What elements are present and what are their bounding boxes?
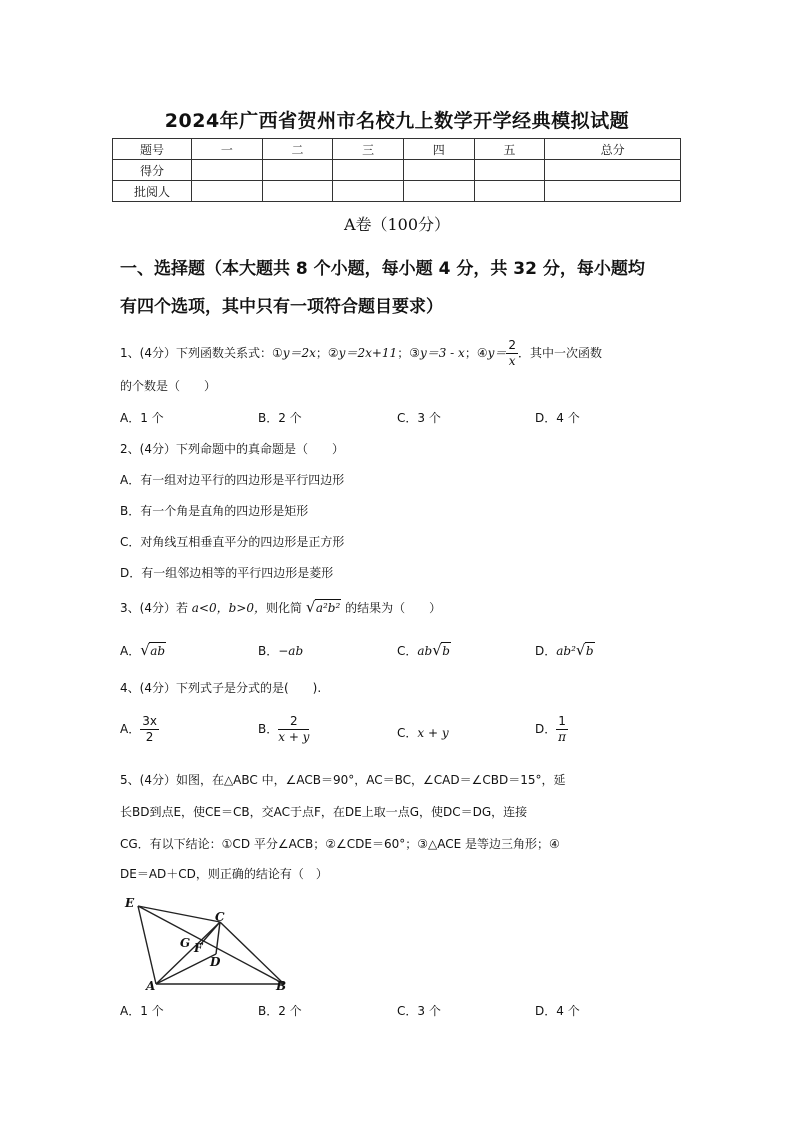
q3-a-sqrt — [140, 642, 166, 659]
q1-sep3: ；④ — [464, 346, 488, 360]
segment-ec — [138, 906, 220, 922]
table-cell: 一 — [192, 139, 263, 160]
q1-sep1: ；② — [315, 346, 339, 360]
table-cell — [545, 181, 681, 202]
question-4-stem: 4、(4分）下列式子是分式的是( ). — [120, 681, 322, 695]
table-cell — [192, 181, 263, 202]
score-table — [112, 138, 681, 202]
q3-option-a — [120, 642, 166, 659]
segment-eb — [138, 906, 284, 984]
q1-f3: y＝3 - x — [419, 346, 465, 360]
q3-d-rad: b — [585, 644, 594, 658]
q4-option-c — [397, 724, 449, 741]
q2-option-d: D．有一组邻边相等的平行四边形是菱形 — [120, 566, 334, 580]
q3-b-val: −ab — [278, 644, 304, 658]
q1-option-b: B．2 个 — [258, 411, 302, 425]
sqrt-icon: √ — [140, 641, 150, 659]
table-cell — [333, 181, 404, 202]
q3-mid: 则化简 — [266, 601, 306, 615]
q1-f1: y＝2x — [282, 346, 316, 360]
q3-c-sqrt — [432, 642, 451, 659]
q1-f4-num: 2 — [508, 338, 517, 352]
table-row — [113, 181, 681, 202]
q3-suffix: 的结果为（ ） — [341, 601, 442, 615]
q4-a-fraction — [140, 714, 159, 745]
table-cell: 题号 — [113, 139, 192, 160]
segment-ad — [156, 954, 216, 984]
q1-option-c: C．3 个 — [397, 411, 441, 425]
q5-option-b: B．2 个 — [258, 1004, 302, 1018]
sqrt-icon: √ — [305, 598, 316, 616]
q3-radicand: a²b² — [315, 601, 341, 615]
q3-d-sqrt — [576, 642, 595, 659]
table-cell: 三 — [333, 139, 404, 160]
q4-a-num: 3x — [142, 714, 157, 728]
q4-b-num: 2 — [278, 714, 309, 730]
q3-option-b — [258, 642, 303, 659]
q4-b-den: x + y — [278, 730, 310, 744]
q3-prefix: 3、(4分）若 — [120, 601, 192, 615]
q3-d-pre: ab² — [556, 644, 576, 658]
section-label: A卷（100分） — [343, 215, 451, 234]
q3-cond-a: a<0， — [191, 601, 229, 615]
q3-c-pre: ab — [417, 644, 433, 658]
q5-option-a: A．1 个 — [120, 1004, 164, 1018]
table-cell: 得分 — [113, 160, 192, 181]
table-cell — [474, 181, 545, 202]
point-label-b: B — [276, 979, 287, 993]
point-label-a: A — [146, 979, 156, 993]
segment-cb — [220, 922, 284, 984]
table-cell: 总分 — [545, 139, 681, 160]
q1-option-a: A．1 个 — [120, 411, 164, 425]
segment-ea — [138, 906, 156, 984]
q1-f2: y＝2x+11 — [338, 346, 398, 360]
q3-c-rad: b — [442, 644, 450, 658]
q3-label-b: B． — [258, 644, 279, 658]
q1-f4-fraction — [506, 338, 518, 369]
question-5-line2: 长BD到点E，使CE＝CB，交AC于点F，在DE上取一点G，使DC＝DG，连接 — [120, 805, 528, 819]
q5-option-c: C．3 个 — [397, 1004, 441, 1018]
q4-label-b: B． — [258, 722, 279, 736]
q4-option-b — [258, 714, 309, 745]
section-heading-line2: 有四个选项，其中只有一项符合题目要求） — [120, 297, 443, 317]
q3-a-val: ab — [150, 644, 166, 658]
point-label-f: F — [194, 941, 203, 955]
question-5-line3: CG．有以下结论：①CD 平分∠ACB；②∠CDE＝60°；③△ACE 是等边三角形；④ — [120, 837, 560, 851]
q4-label-d: D． — [535, 722, 557, 736]
q3-sqrt — [306, 599, 341, 616]
q2-option-a: A．有一组对边平行的四边形是平行四边形 — [120, 473, 345, 487]
table-cell — [192, 160, 263, 181]
table-row — [113, 139, 681, 160]
table-cell: 五 — [474, 139, 545, 160]
q3-label-a: A． — [120, 644, 141, 658]
q3-option-c — [397, 642, 451, 659]
q4-d-den: π — [558, 730, 567, 744]
question-3-stem — [120, 599, 441, 616]
q2-option-b: B．有一个角是直角的四边形是矩形 — [120, 504, 309, 518]
question-1-line2: 的个数是（ ） — [120, 379, 217, 393]
q1-option-d: D．4 个 — [535, 411, 580, 425]
section-heading-line1: 一、选择题（本大题共 8 个小题，每小题 4 分，共 32 分，每小题均 — [120, 259, 645, 279]
q4-label-a: A． — [120, 722, 141, 736]
q3-label-d: D． — [535, 644, 557, 658]
table-cell — [262, 160, 333, 181]
question-1-stem — [120, 338, 602, 369]
q3-cond-b: b>0， — [228, 601, 267, 615]
table-row — [113, 160, 681, 181]
q4-option-a — [120, 714, 159, 745]
table-cell — [403, 181, 474, 202]
q3-label-c: C． — [397, 644, 418, 658]
table-cell: 批阅人 — [113, 181, 192, 202]
q4-label-c: C． — [397, 726, 418, 740]
table-cell — [333, 160, 404, 181]
point-label-g: G — [180, 936, 191, 950]
q1-prefix: 1、(4分）下列函数关系式：① — [120, 346, 283, 360]
question-5-line1: 5、(4分）如图，在△ABC 中，∠ACB＝90°，AC＝BC，∠CAD＝∠CBD＝15°，延 — [120, 773, 566, 787]
point-label-d: D — [210, 955, 221, 969]
q4-d-fraction — [556, 714, 568, 745]
page-title: 2024年广西省贺州市名校九上数学开学经典模拟试题 — [164, 110, 630, 132]
question-5-line4: DE＝AD＋CD，则正确的结论有（ ） — [120, 867, 328, 881]
q5-option-d: D．4 个 — [535, 1004, 580, 1018]
q2-option-c: C．对角线互相垂直平分的四边形是正方形 — [120, 535, 345, 549]
q1-sep2: ；③ — [397, 346, 420, 360]
point-label-c: C — [215, 910, 225, 924]
table-cell — [545, 160, 681, 181]
q4-b-fraction — [278, 714, 309, 745]
q4-c-val: x + y — [417, 726, 449, 740]
table-cell: 二 — [262, 139, 333, 160]
segment-ac — [156, 922, 220, 984]
q4-option-d — [535, 714, 568, 745]
q1-suffix: ．其中一次函数 — [518, 346, 603, 360]
table-cell: 四 — [403, 139, 474, 160]
q4-a-den: 2 — [145, 730, 154, 744]
q1-f4-lhs: y＝ — [487, 346, 507, 360]
geometry-figure — [118, 894, 298, 994]
question-2-stem: 2、(4分）下列命题中的真命题是（ ） — [120, 442, 344, 456]
table-cell — [262, 181, 333, 202]
q1-f4-den: x — [508, 354, 516, 368]
sqrt-icon: √ — [575, 641, 586, 659]
q4-d-num: 1 — [558, 714, 566, 728]
table-cell — [474, 160, 545, 181]
sqrt-icon: √ — [432, 641, 442, 659]
q3-option-d — [535, 642, 595, 659]
table-cell — [403, 160, 474, 181]
point-label-e: E — [125, 896, 135, 910]
